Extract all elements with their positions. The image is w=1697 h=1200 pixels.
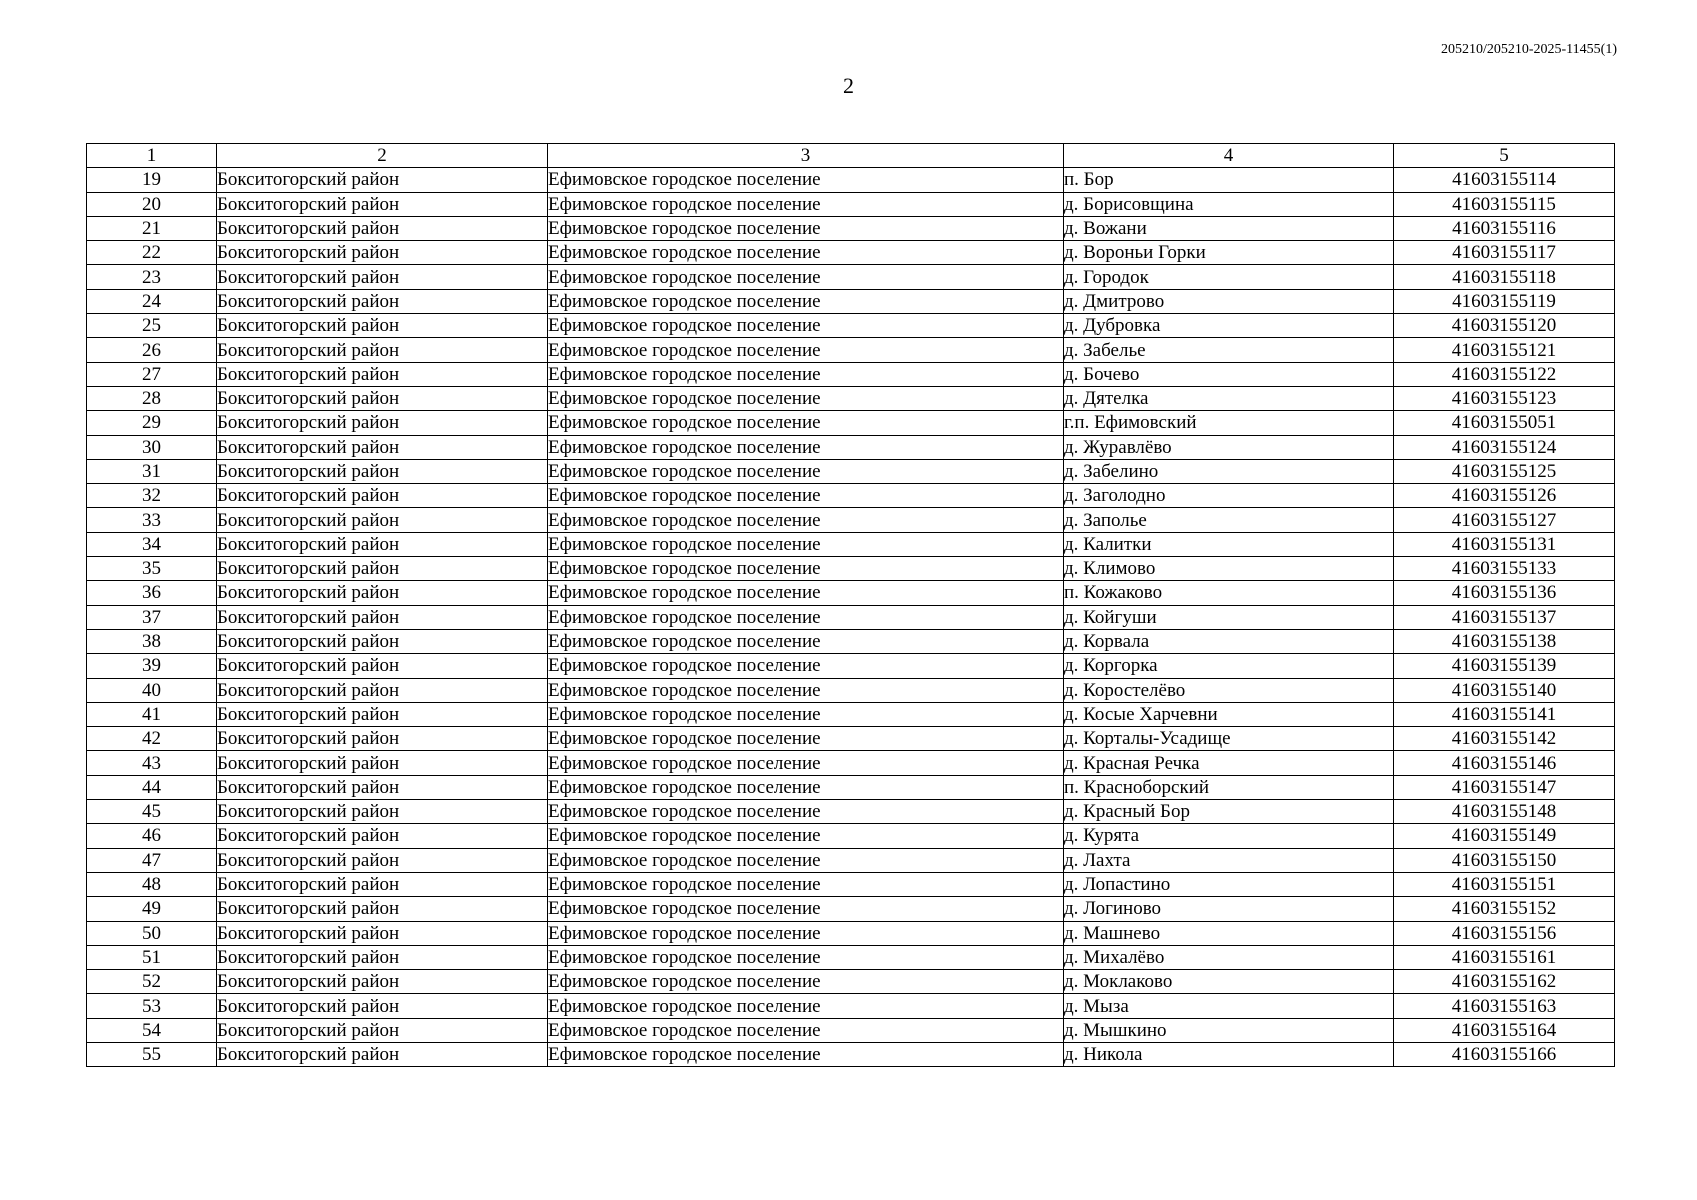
- code-cell: 41603155125: [1394, 459, 1615, 483]
- locality-cell: д. Михалёво: [1064, 945, 1394, 969]
- code-cell: 41603155141: [1394, 702, 1615, 726]
- table-row: [87, 800, 1615, 824]
- row-number-cell: 42: [87, 727, 217, 751]
- settlement-cell: Ефимовское городское поселение: [548, 678, 1064, 702]
- table-row: [87, 435, 1615, 459]
- settlement-cell: Ефимовское городское поселение: [548, 702, 1064, 726]
- settlement-cell: Ефимовское городское поселение: [548, 727, 1064, 751]
- district-cell: Бокситогорский район: [217, 338, 548, 362]
- settlement-cell: Ефимовское городское поселение: [548, 945, 1064, 969]
- table-row: [87, 192, 1615, 216]
- table-row: [87, 241, 1615, 265]
- row-number-cell: 24: [87, 289, 217, 313]
- document-id: 205210/205210-2025-11455(1): [1440, 42, 1617, 57]
- district-cell: Бокситогорский район: [217, 994, 548, 1018]
- table-row: [87, 168, 1615, 192]
- locality-cell: д. Городок: [1064, 265, 1394, 289]
- locality-cell: д. Лопастино: [1064, 872, 1394, 896]
- table-row: [87, 362, 1615, 386]
- row-number-cell: 47: [87, 848, 217, 872]
- code-cell: 41603155137: [1394, 605, 1615, 629]
- locality-cell: д. Коростелёво: [1064, 678, 1394, 702]
- settlement-cell: Ефимовское городское поселение: [548, 824, 1064, 848]
- table-row: [87, 459, 1615, 483]
- district-cell: Бокситогорский район: [217, 435, 548, 459]
- locality-cell: д. Мыза: [1064, 994, 1394, 1018]
- locality-cell: д. Никола: [1064, 1042, 1394, 1066]
- row-number-cell: 25: [87, 314, 217, 338]
- table-row: [87, 605, 1615, 629]
- table-row: [87, 872, 1615, 896]
- settlement-cell: Ефимовское городское поселение: [548, 605, 1064, 629]
- code-cell: 41603155139: [1394, 654, 1615, 678]
- row-number-cell: 46: [87, 824, 217, 848]
- locality-cell: п. Кожаково: [1064, 581, 1394, 605]
- settlement-cell: Ефимовское городское поселение: [548, 338, 1064, 362]
- row-number-cell: 32: [87, 484, 217, 508]
- row-number-cell: 45: [87, 800, 217, 824]
- settlement-cell: Ефимовское городское поселение: [548, 216, 1064, 240]
- code-cell: 41603155142: [1394, 727, 1615, 751]
- district-cell: Бокситогорский район: [217, 557, 548, 581]
- district-cell: Бокситогорский район: [217, 848, 548, 872]
- locality-cell: д. Корталы-Усадище: [1064, 727, 1394, 751]
- district-cell: Бокситогорский район: [217, 241, 548, 265]
- district-cell: Бокситогорский район: [217, 1042, 548, 1066]
- district-cell: Бокситогорский район: [217, 629, 548, 653]
- settlement-cell: Ефимовское городское поселение: [548, 897, 1064, 921]
- settlement-cell: Ефимовское городское поселение: [548, 848, 1064, 872]
- district-cell: Бокситогорский район: [217, 872, 548, 896]
- code-cell: 41603155133: [1394, 557, 1615, 581]
- code-cell: 41603155166: [1394, 1042, 1615, 1066]
- settlement-cell: Ефимовское городское поселение: [548, 872, 1064, 896]
- locality-cell: д. Машнево: [1064, 921, 1394, 945]
- page-number: 2: [843, 73, 854, 98]
- row-number-cell: 54: [87, 1018, 217, 1042]
- district-cell: Бокситогорский район: [217, 824, 548, 848]
- row-number-cell: 49: [87, 897, 217, 921]
- district-cell: Бокситогорский район: [217, 362, 548, 386]
- row-number-cell: 21: [87, 216, 217, 240]
- district-cell: Бокситогорский район: [217, 970, 548, 994]
- locality-cell: д. Калитки: [1064, 532, 1394, 556]
- district-cell: Бокситогорский район: [217, 216, 548, 240]
- district-cell: Бокситогорский район: [217, 751, 548, 775]
- settlement-cell: Ефимовское городское поселение: [548, 532, 1064, 556]
- code-cell: 41603155146: [1394, 751, 1615, 775]
- locality-cell: д. Дмитрово: [1064, 289, 1394, 313]
- locality-cell: д. Моклаково: [1064, 970, 1394, 994]
- code-cell: 41603155123: [1394, 386, 1615, 410]
- settlement-cell: Ефимовское городское поселение: [548, 362, 1064, 386]
- locality-cell: д. Дубровка: [1064, 314, 1394, 338]
- code-cell: 41603155149: [1394, 824, 1615, 848]
- locality-cell: п. Бор: [1064, 168, 1394, 192]
- code-cell: 41603155131: [1394, 532, 1615, 556]
- row-number-cell: 48: [87, 872, 217, 896]
- settlement-cell: Ефимовское городское поселение: [548, 557, 1064, 581]
- locality-cell: д. Журавлёво: [1064, 435, 1394, 459]
- code-cell: 41603155147: [1394, 775, 1615, 799]
- district-cell: Бокситогорский район: [217, 678, 548, 702]
- locality-cell: д. Вожани: [1064, 216, 1394, 240]
- table-row: [87, 557, 1615, 581]
- column-header: 1: [87, 144, 217, 168]
- code-cell: 41603155119: [1394, 289, 1615, 313]
- table-row: [87, 265, 1615, 289]
- row-number-cell: 39: [87, 654, 217, 678]
- locality-cell: д. Лахта: [1064, 848, 1394, 872]
- column-header: 2: [217, 144, 548, 168]
- settlement-cell: Ефимовское городское поселение: [548, 800, 1064, 824]
- settlement-cell: Ефимовское городское поселение: [548, 1042, 1064, 1066]
- district-cell: Бокситогорский район: [217, 945, 548, 969]
- code-cell: 41603155136: [1394, 581, 1615, 605]
- row-number-cell: 35: [87, 557, 217, 581]
- district-cell: Бокситогорский район: [217, 581, 548, 605]
- code-cell: 41603155115: [1394, 192, 1615, 216]
- column-header: 3: [548, 144, 1064, 168]
- code-cell: 41603155127: [1394, 508, 1615, 532]
- table-row: [87, 532, 1615, 556]
- district-cell: Бокситогорский район: [217, 314, 548, 338]
- district-cell: Бокситогорский район: [217, 192, 548, 216]
- table-row: [87, 484, 1615, 508]
- row-number-cell: 36: [87, 581, 217, 605]
- row-number-cell: 53: [87, 994, 217, 1018]
- code-cell: 41603155162: [1394, 970, 1615, 994]
- locality-cell: д. Забелье: [1064, 338, 1394, 362]
- settlement-cell: Ефимовское городское поселение: [548, 314, 1064, 338]
- locality-cell: д. Заголодно: [1064, 484, 1394, 508]
- settlement-cell: Ефимовское городское поселение: [548, 508, 1064, 532]
- table-row: [87, 702, 1615, 726]
- settlements-table: [86, 143, 1615, 1067]
- table-row: [87, 897, 1615, 921]
- table-row: [87, 508, 1615, 532]
- settlement-cell: Ефимовское городское поселение: [548, 192, 1064, 216]
- settlement-cell: Ефимовское городское поселение: [548, 241, 1064, 265]
- settlement-cell: Ефимовское городское поселение: [548, 775, 1064, 799]
- row-number-cell: 28: [87, 386, 217, 410]
- code-cell: 41603155163: [1394, 994, 1615, 1018]
- code-cell: 41603155114: [1394, 168, 1615, 192]
- row-number-cell: 52: [87, 970, 217, 994]
- table-row: [87, 386, 1615, 410]
- table-row: [87, 994, 1615, 1018]
- settlement-cell: Ефимовское городское поселение: [548, 751, 1064, 775]
- code-cell: 41603155151: [1394, 872, 1615, 896]
- settlement-cell: Ефимовское городское поселение: [548, 386, 1064, 410]
- settlement-cell: Ефимовское городское поселение: [548, 289, 1064, 313]
- row-number-cell: 40: [87, 678, 217, 702]
- district-cell: Бокситогорский район: [217, 775, 548, 799]
- settlement-cell: Ефимовское городское поселение: [548, 994, 1064, 1018]
- settlement-cell: Ефимовское городское поселение: [548, 629, 1064, 653]
- table-row: [87, 411, 1615, 435]
- code-cell: 41603155140: [1394, 678, 1615, 702]
- settlement-cell: Ефимовское городское поселение: [548, 168, 1064, 192]
- locality-cell: д. Бочево: [1064, 362, 1394, 386]
- locality-cell: д. Климово: [1064, 557, 1394, 581]
- row-number-cell: 23: [87, 265, 217, 289]
- locality-cell: д. Вороньи Горки: [1064, 241, 1394, 265]
- district-cell: Бокситогорский район: [217, 800, 548, 824]
- locality-cell: д. Красная Речка: [1064, 751, 1394, 775]
- district-cell: Бокситогорский район: [217, 897, 548, 921]
- table-row: [87, 216, 1615, 240]
- row-number-cell: 30: [87, 435, 217, 459]
- row-number-cell: 29: [87, 411, 217, 435]
- table-row: [87, 848, 1615, 872]
- table-row: [87, 970, 1615, 994]
- settlement-cell: Ефимовское городское поселение: [548, 654, 1064, 678]
- district-cell: Бокситогорский район: [217, 484, 548, 508]
- row-number-cell: 55: [87, 1042, 217, 1066]
- locality-cell: д. Курята: [1064, 824, 1394, 848]
- row-number-cell: 33: [87, 508, 217, 532]
- table-row: [87, 654, 1615, 678]
- row-number-cell: 51: [87, 945, 217, 969]
- locality-cell: д. Борисовщина: [1064, 192, 1394, 216]
- row-number-cell: 43: [87, 751, 217, 775]
- settlement-cell: Ефимовское городское поселение: [548, 581, 1064, 605]
- column-header: 5: [1394, 144, 1615, 168]
- locality-cell: п. Красноборский: [1064, 775, 1394, 799]
- locality-cell: д. Койгуши: [1064, 605, 1394, 629]
- district-cell: Бокситогорский район: [217, 459, 548, 483]
- row-number-cell: 41: [87, 702, 217, 726]
- table-row: [87, 775, 1615, 799]
- row-number-cell: 50: [87, 921, 217, 945]
- locality-cell: д. Косые Харчевни: [1064, 702, 1394, 726]
- table-row: [87, 1042, 1615, 1066]
- locality-cell: д. Дятелка: [1064, 386, 1394, 410]
- code-cell: 41603155120: [1394, 314, 1615, 338]
- code-cell: 41603155152: [1394, 897, 1615, 921]
- district-cell: Бокситогорский район: [217, 386, 548, 410]
- code-cell: 41603155121: [1394, 338, 1615, 362]
- row-number-cell: 19: [87, 168, 217, 192]
- district-cell: Бокситогорский район: [217, 605, 548, 629]
- table-header-row: [87, 144, 1615, 168]
- code-cell: 41603155126: [1394, 484, 1615, 508]
- table-body: [87, 168, 1615, 1067]
- settlement-cell: Ефимовское городское поселение: [548, 411, 1064, 435]
- table-row: [87, 314, 1615, 338]
- district-cell: Бокситогорский район: [217, 1018, 548, 1042]
- code-cell: 41603155122: [1394, 362, 1615, 386]
- locality-cell: д. Логиново: [1064, 897, 1394, 921]
- row-number-cell: 31: [87, 459, 217, 483]
- table-row: [87, 289, 1615, 313]
- district-cell: Бокситогорский район: [217, 532, 548, 556]
- code-cell: 41603155138: [1394, 629, 1615, 653]
- locality-cell: д. Мышкино: [1064, 1018, 1394, 1042]
- row-number-cell: 34: [87, 532, 217, 556]
- table-row: [87, 678, 1615, 702]
- locality-cell: д. Заполье: [1064, 508, 1394, 532]
- code-cell: 41603155161: [1394, 945, 1615, 969]
- table-row: [87, 1018, 1615, 1042]
- district-cell: Бокситогорский район: [217, 921, 548, 945]
- settlement-cell: Ефимовское городское поселение: [548, 921, 1064, 945]
- code-cell: 41603155150: [1394, 848, 1615, 872]
- row-number-cell: 26: [87, 338, 217, 362]
- district-cell: Бокситогорский район: [217, 265, 548, 289]
- settlement-cell: Ефимовское городское поселение: [548, 435, 1064, 459]
- table-row: [87, 751, 1615, 775]
- locality-cell: д. Коргорка: [1064, 654, 1394, 678]
- district-cell: Бокситогорский район: [217, 508, 548, 532]
- district-cell: Бокситогорский район: [217, 727, 548, 751]
- code-cell: 41603155118: [1394, 265, 1615, 289]
- row-number-cell: 37: [87, 605, 217, 629]
- row-number-cell: 20: [87, 192, 217, 216]
- code-cell: 41603155148: [1394, 800, 1615, 824]
- locality-cell: г.п. Ефимовский: [1064, 411, 1394, 435]
- code-cell: 41603155124: [1394, 435, 1615, 459]
- table-row: [87, 945, 1615, 969]
- district-cell: Бокситогорский район: [217, 654, 548, 678]
- code-cell: 41603155164: [1394, 1018, 1615, 1042]
- settlement-cell: Ефимовское городское поселение: [548, 484, 1064, 508]
- table-row: [87, 581, 1615, 605]
- row-number-cell: 44: [87, 775, 217, 799]
- table-row: [87, 921, 1615, 945]
- locality-cell: д. Красный Бор: [1064, 800, 1394, 824]
- settlement-cell: Ефимовское городское поселение: [548, 459, 1064, 483]
- settlement-cell: Ефимовское городское поселение: [548, 970, 1064, 994]
- locality-cell: д. Забелино: [1064, 459, 1394, 483]
- settlement-cell: Ефимовское городское поселение: [548, 1018, 1064, 1042]
- locality-cell: д. Корвала: [1064, 629, 1394, 653]
- district-cell: Бокситогорский район: [217, 168, 548, 192]
- row-number-cell: 22: [87, 241, 217, 265]
- code-cell: 41603155116: [1394, 216, 1615, 240]
- table-row: [87, 727, 1615, 751]
- district-cell: Бокситогорский район: [217, 289, 548, 313]
- row-number-cell: 27: [87, 362, 217, 386]
- table-row: [87, 338, 1615, 362]
- column-header: 4: [1064, 144, 1394, 168]
- code-cell: 41603155117: [1394, 241, 1615, 265]
- row-number-cell: 38: [87, 629, 217, 653]
- district-cell: Бокситогорский район: [217, 702, 548, 726]
- table-row: [87, 824, 1615, 848]
- code-cell: 41603155051: [1394, 411, 1615, 435]
- settlement-cell: Ефимовское городское поселение: [548, 265, 1064, 289]
- district-cell: Бокситогорский район: [217, 411, 548, 435]
- table-row: [87, 629, 1615, 653]
- code-cell: 41603155156: [1394, 921, 1615, 945]
